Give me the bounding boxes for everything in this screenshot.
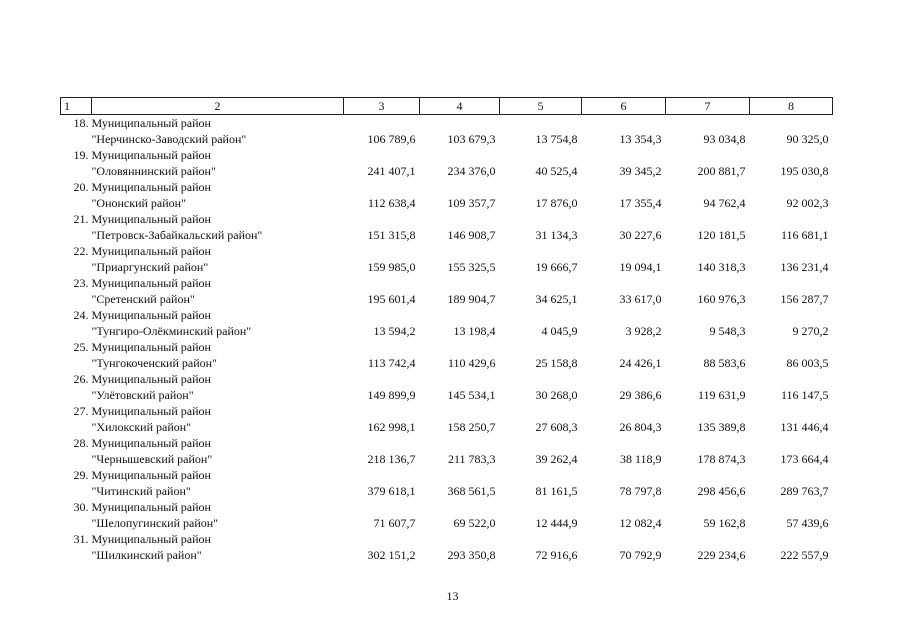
- row-number: 26.: [73, 372, 89, 386]
- table-row: [61, 451, 833, 467]
- value-cell-col-8: 92 002,3: [786, 196, 829, 210]
- value-cell-col-4: 155 325,5: [447, 260, 496, 274]
- value-cell-col-7: 135 389,8: [697, 420, 746, 434]
- value-cell-col-8: 57 439,6: [786, 516, 829, 530]
- district-name: "Нерчинско-Заводский район": [91, 132, 247, 146]
- table-row: [61, 483, 833, 499]
- value-cell-col-5: 12 444,9: [535, 516, 578, 530]
- table-row: [61, 499, 833, 515]
- row-number: 23.: [73, 276, 89, 290]
- table-row: [61, 211, 833, 227]
- table-body: [61, 115, 833, 564]
- table-row: [61, 307, 833, 323]
- value-cell-col-5: 27 608,3: [535, 420, 578, 434]
- value-cell-col-5: 4 045,9: [541, 324, 578, 338]
- table-row: [61, 131, 833, 147]
- district-type-label: Муниципальный район: [91, 468, 211, 482]
- value-cell-col-8: 116 681,1: [780, 228, 829, 242]
- district-type-label: Муниципальный район: [91, 276, 211, 290]
- table-row: [61, 163, 833, 179]
- row-number: 25.: [73, 340, 89, 354]
- row-number: 21.: [73, 212, 89, 226]
- value-cell-col-6: 3 928,2: [625, 324, 662, 338]
- value-cell-col-3: 379 618,1: [367, 484, 416, 498]
- value-cell-col-4: 293 350,8: [447, 548, 496, 562]
- table-row: [61, 547, 833, 563]
- table-row: [61, 147, 833, 163]
- district-type-label: Муниципальный район: [91, 404, 211, 418]
- value-cell-col-7: 59 162,8: [703, 516, 746, 530]
- row-number: 22.: [73, 244, 89, 258]
- value-cell-col-5: 72 916,6: [535, 548, 578, 562]
- value-cell-col-3: 71 607,7: [373, 516, 416, 530]
- column-header-1: 1: [61, 98, 92, 115]
- value-cell-col-7: 120 181,5: [697, 228, 746, 242]
- value-cell-col-7: 160 976,3: [697, 292, 746, 306]
- value-cell-col-5: 40 525,4: [535, 164, 578, 178]
- table-row: [61, 195, 833, 211]
- table-row: [61, 467, 833, 483]
- value-cell-col-5: 30 268,0: [535, 388, 578, 402]
- value-cell-col-3: 112 638,4: [367, 196, 416, 210]
- row-number: 29.: [73, 468, 89, 482]
- table-row: [61, 515, 833, 531]
- value-cell-col-8: 289 763,7: [780, 484, 829, 498]
- value-cell-col-4: 211 783,3: [447, 452, 496, 466]
- value-cell-col-6: 78 797,8: [619, 484, 662, 498]
- value-cell-col-3: 149 899,9: [367, 388, 416, 402]
- value-cell-col-4: 368 561,5: [447, 484, 496, 498]
- value-cell-col-3: 162 998,1: [367, 420, 416, 434]
- district-name: "Чернышевский район": [91, 452, 213, 466]
- row-number: 28.: [73, 436, 89, 450]
- table-header-row: [61, 98, 833, 115]
- value-cell-col-8: 195 030,8: [780, 164, 829, 178]
- column-header-7: 7: [666, 98, 750, 115]
- value-cell-col-8: 131 446,4: [780, 420, 829, 434]
- district-name: "Приаргунский район": [91, 260, 209, 274]
- row-number: 24.: [73, 308, 89, 322]
- district-type-label: Муниципальный район: [91, 116, 211, 130]
- table-row: [61, 435, 833, 451]
- column-header-2: 2: [92, 98, 344, 115]
- value-cell-col-3: 159 985,0: [367, 260, 416, 274]
- value-cell-col-6: 38 118,9: [619, 452, 662, 466]
- value-cell-col-3: 218 136,7: [367, 452, 416, 466]
- value-cell-col-4: 158 250,7: [447, 420, 496, 434]
- table-row: [61, 339, 833, 355]
- district-name: "Оловяннинский район": [91, 164, 216, 178]
- value-cell-col-4: 189 904,7: [447, 292, 496, 306]
- table-row: [61, 387, 833, 403]
- district-name: "Читинский район": [91, 484, 191, 498]
- value-cell-col-4: 13 198,4: [453, 324, 496, 338]
- value-cell-col-5: 13 754,8: [535, 132, 578, 146]
- district-name: "Тунгокоченский район": [91, 356, 217, 370]
- table-row: [61, 371, 833, 387]
- table-row: [61, 323, 833, 339]
- value-cell-col-8: 9 270,2: [792, 324, 829, 338]
- district-type-label: Муниципальный район: [91, 180, 211, 194]
- value-cell-col-8: 156 287,7: [780, 292, 829, 306]
- budget-table: [60, 97, 833, 563]
- value-cell-col-5: 17 876,0: [535, 196, 578, 210]
- column-header-8: 8: [750, 98, 833, 115]
- table-row: [61, 259, 833, 275]
- value-cell-col-3: 151 315,8: [367, 228, 416, 242]
- column-header-3: 3: [344, 98, 420, 115]
- value-cell-col-7: 94 762,4: [703, 196, 746, 210]
- table-row: [61, 355, 833, 371]
- value-cell-col-7: 298 456,6: [697, 484, 746, 498]
- value-cell-col-7: 178 874,3: [697, 452, 746, 466]
- value-cell-col-5: 31 134,3: [535, 228, 578, 242]
- value-cell-col-5: 39 262,4: [535, 452, 578, 466]
- value-cell-col-4: 146 908,7: [447, 228, 496, 242]
- district-name: "Ононский район": [91, 196, 186, 210]
- value-cell-col-6: 70 792,9: [619, 548, 662, 562]
- value-cell-col-8: 136 231,4: [780, 260, 829, 274]
- value-cell-col-6: 24 426,1: [619, 356, 662, 370]
- value-cell-col-4: 109 357,7: [447, 196, 496, 210]
- value-cell-col-3: 106 789,6: [367, 132, 416, 146]
- district-type-label: Муниципальный район: [91, 372, 211, 386]
- table-row: [61, 227, 833, 243]
- table-row: [61, 403, 833, 419]
- value-cell-col-7: 140 318,3: [697, 260, 746, 274]
- value-cell-col-8: 222 557,9: [780, 548, 829, 562]
- district-name: "Хилокский район": [91, 420, 192, 434]
- value-cell-col-7: 200 881,7: [697, 164, 746, 178]
- district-type-label: Муниципальный район: [91, 500, 211, 514]
- value-cell-col-8: 86 003,5: [786, 356, 829, 370]
- district-type-label: Муниципальный район: [91, 212, 211, 226]
- district-type-label: Муниципальный район: [91, 308, 211, 322]
- row-number: 31.: [73, 532, 89, 546]
- column-header-4: 4: [420, 98, 500, 115]
- value-cell-col-7: 93 034,8: [703, 132, 746, 146]
- value-cell-col-7: 88 583,6: [703, 356, 746, 370]
- district-type-label: Муниципальный район: [91, 436, 211, 450]
- row-number: 27.: [73, 404, 89, 418]
- row-number: 19.: [73, 148, 89, 162]
- value-cell-col-8: 90 325,0: [786, 132, 829, 146]
- row-number: 18.: [73, 116, 89, 130]
- value-cell-col-3: 13 594,2: [373, 324, 416, 338]
- row-number: 30.: [73, 500, 89, 514]
- value-cell-col-5: 25 158,8: [535, 356, 578, 370]
- district-type-label: Муниципальный район: [91, 244, 211, 258]
- column-header-5: 5: [500, 98, 582, 115]
- district-name: "Тунгиро-Олёкминский район": [91, 324, 252, 338]
- table-row: [61, 291, 833, 307]
- value-cell-col-3: 113 742,4: [367, 356, 416, 370]
- row-number: 20.: [73, 180, 89, 194]
- value-cell-col-8: 173 664,4: [780, 452, 829, 466]
- page-number: 13: [446, 589, 459, 603]
- value-cell-col-6: 19 094,1: [619, 260, 662, 274]
- district-type-label: Муниципальный район: [91, 532, 211, 546]
- value-cell-col-7: 229 234,6: [697, 548, 746, 562]
- value-cell-col-4: 103 679,3: [447, 132, 496, 146]
- value-cell-col-7: 9 548,3: [709, 324, 746, 338]
- value-cell-col-6: 30 227,6: [619, 228, 662, 242]
- value-cell-col-8: 116 147,5: [780, 388, 829, 402]
- value-cell-col-5: 81 161,5: [535, 484, 578, 498]
- table-row: [61, 243, 833, 259]
- value-cell-col-4: 110 429,6: [447, 356, 496, 370]
- value-cell-col-6: 39 345,2: [619, 164, 662, 178]
- district-name: "Сретенский район": [91, 292, 195, 306]
- value-cell-col-5: 19 666,7: [535, 260, 578, 274]
- district-type-label: Муниципальный район: [91, 340, 211, 354]
- value-cell-col-6: 13 354,3: [619, 132, 662, 146]
- value-cell-col-3: 302 151,2: [367, 548, 416, 562]
- table-row: [61, 275, 833, 291]
- value-cell-col-3: 241 407,1: [367, 164, 416, 178]
- value-cell-col-6: 29 386,6: [619, 388, 662, 402]
- table-row: [61, 115, 833, 132]
- value-cell-col-6: 33 617,0: [619, 292, 662, 306]
- district-name: "Шелопугинский район": [91, 516, 219, 530]
- value-cell-col-6: 26 804,3: [619, 420, 662, 434]
- value-cell-col-6: 17 355,4: [619, 196, 662, 210]
- value-cell-col-4: 234 376,0: [447, 164, 496, 178]
- table-row: [61, 531, 833, 547]
- column-header-6: 6: [582, 98, 666, 115]
- value-cell-col-4: 69 522,0: [453, 516, 496, 530]
- value-cell-col-3: 195 601,4: [367, 292, 416, 306]
- value-cell-col-6: 12 082,4: [619, 516, 662, 530]
- value-cell-col-4: 145 534,1: [447, 388, 496, 402]
- district-name: "Петровск-Забайкальский район": [91, 228, 263, 242]
- district-name: "Улётовский район": [91, 388, 194, 402]
- district-name: "Шилкинский район": [91, 548, 202, 562]
- table-row: [61, 179, 833, 195]
- value-cell-col-5: 34 625,1: [535, 292, 578, 306]
- table-row: [61, 419, 833, 435]
- value-cell-col-7: 119 631,9: [697, 388, 746, 402]
- district-type-label: Муниципальный район: [91, 148, 211, 162]
